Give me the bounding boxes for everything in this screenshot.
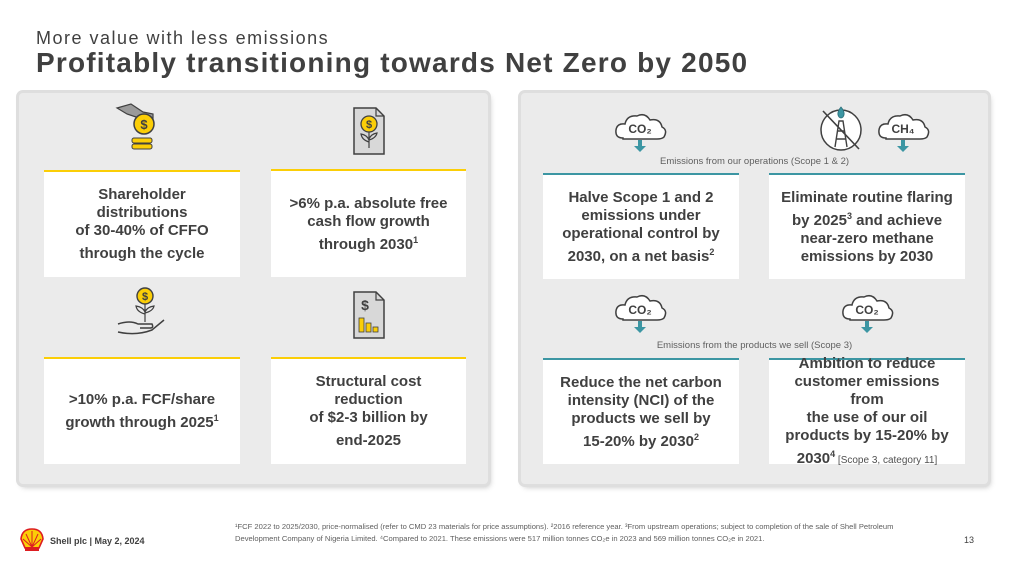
slide-title: Profitably transitioning towards Net Zero by 2050 (36, 47, 749, 78)
svg-text:CH₄: CH₄ (891, 122, 915, 136)
fcf-per-share-card: >10% p.a. FCF/share growth through 2025$^1$ (44, 357, 240, 464)
customer-emissions-card: Ambition to reduce customer emissions from the use of our oil products by 15-20% by 2030$^4$ [Scope 3, category 11] (769, 358, 965, 464)
svg-text:$: $ (361, 297, 369, 313)
coin-hand-icon (113, 100, 163, 152)
eliminate-flaring-card: Eliminate routine flaring by 2025$^3$ and achieve near-zero methane emissions by 2030 (769, 173, 965, 279)
financial-targets-panel (19, 93, 488, 484)
svg-text:$: $ (141, 291, 149, 303)
svg-text:$: $ (365, 119, 373, 131)
scope-1-2-label: Emissions from our operations (Scope 1 & 2) (659, 156, 850, 167)
shareholder-distributions-card: Shareholder distributions of 30-40% of CFFO through the cycle (44, 170, 240, 277)
scope-3-label: Emissions from the products we sell (Scope 3) (656, 340, 853, 351)
co2-cloud-icon (613, 110, 669, 154)
free-cash-flow-card: >6% p.a. absolute free cash flow growth through 2030$^1$ (271, 169, 466, 277)
footnote-text: ¹FCF 2022 to 2025/2030, price-normalised (refer to CMD 23 materials for price assumptions). ²2016 reference year. ³From upstream operations; subject to completion of the sale of Shell Petroleum Development Company of Nigeria Limited. ⁴Compared to 2021. These emissions were 517 million tonnes CO₂e in 2023 and 569 million tonnes CO₂e in 2021. (235, 522, 894, 543)
hand-plant-dollar-icon (116, 286, 168, 338)
co2-cloud-icon (840, 291, 896, 335)
svg-text:$: $ (140, 117, 148, 132)
svg-text:CO₂: CO₂ (855, 303, 879, 317)
emissions-targets-panel (521, 93, 988, 484)
page-number: 13 (964, 535, 975, 545)
company-date: Shell plc | May 2, 2024 (50, 536, 145, 546)
slide-subtitle: More value with less emissions (36, 28, 330, 48)
svg-text:CO₂: CO₂ (628, 303, 652, 317)
no-flaring-icon (818, 103, 864, 153)
dollar-plant-document-icon (350, 106, 388, 156)
dollar-bar-chart-document-icon (350, 290, 388, 340)
reduce-nci-card: Reduce the net carbon intensity (NCI) of the products we sell by 15-20% by 2030$^2$ (543, 358, 739, 464)
svg-text:CO₂: CO₂ (628, 122, 652, 136)
halve-scope-1-2-card: Halve Scope 1 and 2 emissions under operational control by 2030, on a net basis$^2$ (543, 173, 739, 279)
co2-cloud-icon (613, 291, 669, 335)
shell-logo (20, 528, 44, 552)
ch4-cloud-icon (876, 110, 932, 154)
cost-reduction-card: Structural cost reduction of $2-3 billion by end-2025 (271, 357, 466, 464)
